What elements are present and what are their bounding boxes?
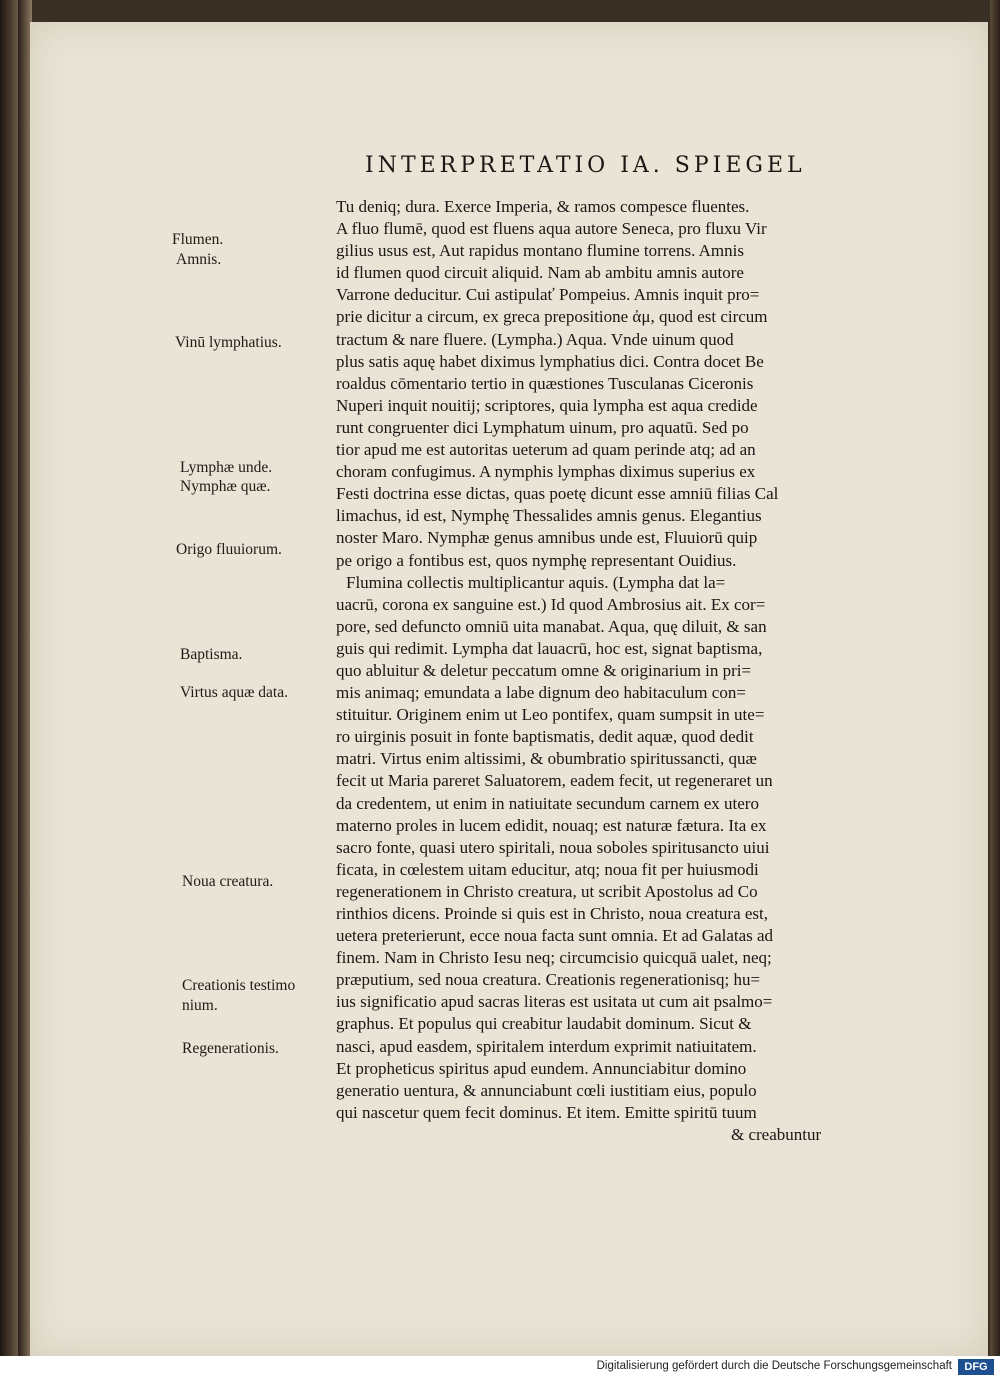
margin-note: Origo fluuiorum. <box>176 541 282 558</box>
text-line: limachus, id est, Nymphę Thessalides amnis genus. Elegantius <box>336 506 762 526</box>
text-line: noster Maro. Nymphæ genus amnibus unde est, Fluuiorū quip <box>336 528 758 548</box>
catchword: & creabuntur <box>731 1124 822 1144</box>
text-line: da credentem, ut enim in natiuitate secundum carnem ex utero <box>336 793 759 813</box>
main-text-block <box>336 196 848 1146</box>
text-line: mis animaq; emundata a labe dignum deo habitaculum con= <box>336 683 746 703</box>
margin-note: nium. <box>182 997 218 1014</box>
text-line: generatio uentura, & annunciabunt cœli iustitiam eius, populo <box>336 1080 757 1100</box>
margin-note: Noua creatura. <box>182 873 274 890</box>
text-line: præputium, sed noua creatura. Creationis regenerationisq; hu= <box>336 970 761 990</box>
margin-note: Creationis testimo <box>182 977 296 994</box>
text-line: Et propheticus spiritus apud eundem. Annunciabitur domino <box>336 1058 747 1078</box>
text-line: qui nascetur quem fecit dominus. Et item. Emitte spiritū tuum <box>336 1102 757 1122</box>
text-line: uacrū, corona ex sanguine est.) Id quod Ambrosius ait. Ex cor= <box>336 594 766 614</box>
text-line: roaldus cōmentario tertio in quæstiones Tusculanas Ciceronis <box>336 373 754 393</box>
text-line: tractum & nare fluere. (Lympha.) Aqua. Vnde uinum quod <box>336 329 734 349</box>
text-line: guis qui redimit. Lympha dat lauacrū, hoc est, signat baptisma, <box>336 638 763 658</box>
footer-bar <box>0 1356 1000 1379</box>
text-line: Tu deniq; dura. Exerce Imperia, & ramos compesce fluentes. <box>336 197 750 216</box>
text-line: materno proles in lucem edidit, nouaq; est naturæ fætura. Ita ex <box>336 815 767 835</box>
text-line: graphus. Et populus qui creabitur laudabit dominum. Sicut & <box>336 1014 752 1034</box>
text-line: id flumen quod circuit aliquid. Nam ab ambitu amnis autore <box>336 263 744 283</box>
text-line: regenerationem in Christo creatura, ut scribit Apostolus ad Co <box>336 881 758 901</box>
text-line: choram confugimus. A nymphis lymphas diximus superius ex <box>336 462 756 482</box>
text-line: nasci, apud easdem, spiritalem interdum exprimit natiuitatem. <box>336 1036 757 1056</box>
text-line: rinthios dicens. Proinde si quis est in Christo, noua creatura est, <box>336 904 769 923</box>
dfg-logo: DFG <box>958 1359 994 1375</box>
margin-note: Vinū lymphatius. <box>175 334 282 351</box>
text-line: pe origo a fontibus est, quos nymphę representant Ouidius. <box>336 550 737 570</box>
margin-note: Flumen. <box>172 231 224 248</box>
book-edge-right <box>990 0 1000 1356</box>
running-title: INTERPRETATIO IA. SPIEGEL <box>365 153 806 178</box>
text-line: pore, sed defuncto omniū uita manabat. Aqua, quę diluit, & san <box>336 616 767 636</box>
text-line: A fluo flumē, quod est fluens aqua autore Seneca, pro fluxu Vir <box>336 219 767 239</box>
text-line: Flumina collectis multiplicantur aquis. (Lympha dat la= <box>346 572 726 592</box>
margin-note: Regenerationis. <box>182 1040 279 1057</box>
margin-note: Virtus aquæ data. <box>180 684 288 701</box>
text-line: Nuperi inquit nouitij; scriptores, quia lympha est aqua credide <box>336 395 758 415</box>
text-line: stituitur. Originem enim ut Leo pontifex, quam sumpsit in ute= <box>336 705 765 725</box>
text-line: matri. Virtus enim altissimi, & obumbratio spiritussancti, quæ <box>336 749 757 769</box>
book-edge-left <box>0 0 18 1356</box>
margin-note: Baptisma. <box>180 646 243 663</box>
funding-credit: Digitalisierung gefördert durch die Deutsche Forschungsgemeinschaft <box>596 1360 952 1372</box>
text-line: Varrone deducitur. Cui astipulať Pompeius. Amnis inquit pro= <box>336 285 760 305</box>
text-line: quo abluitur & deletur peccatum omne & originarium in pri= <box>336 660 752 680</box>
text-line: ficata, in cœlestem uitam educitur, atq; noua fit per huiusmodi <box>336 859 759 879</box>
text-line: sacro fonte, quasi utero spiritali, noua soboles spiritusancto uiui <box>336 837 770 857</box>
text-line: prie dicitur a circum, ex greca prepositione ἀμ, quod est circum <box>336 307 768 327</box>
text-line: gilius usus est, Aut rapidus montano flumine torrens. Amnis <box>336 241 744 261</box>
text-line: ius significatio apud sacras literas est usitata ut cum ait psalmo= <box>336 992 773 1012</box>
margin-note: Lymphæ unde. <box>180 459 273 476</box>
text-line: uetera preterierunt, ecce noua facta sunt omnia. Et ad Galatas ad <box>336 926 774 946</box>
margin-note: Amnis. <box>176 251 222 268</box>
text-line: ro uirginis posuit in fonte baptismatis, dedit aquæ, quod dedit <box>336 727 754 747</box>
text-line: finem. Nam in Christo Iesu neq; circumcisio quicquā ualet, neq; <box>336 948 772 968</box>
text-line: plus satis aquę habet diximus lymphatius dici. Contra docet Be <box>336 351 764 371</box>
text-line: tior apud me est autoritas ueterum ad quam perinde atq; ad an <box>336 440 756 460</box>
margin-note: Nymphæ quæ. <box>180 478 271 495</box>
text-line: runt congruenter dici Lymphatum uinum, pro aquatū. Sed po <box>336 417 749 437</box>
text-line: Festi doctrina esse dictas, quas poetę dicunt esse amniū filias Cal <box>336 484 779 504</box>
text-line: fecit ut Maria pareret Saluatorem, eadem fecit, ut regeneraret un <box>336 771 773 791</box>
